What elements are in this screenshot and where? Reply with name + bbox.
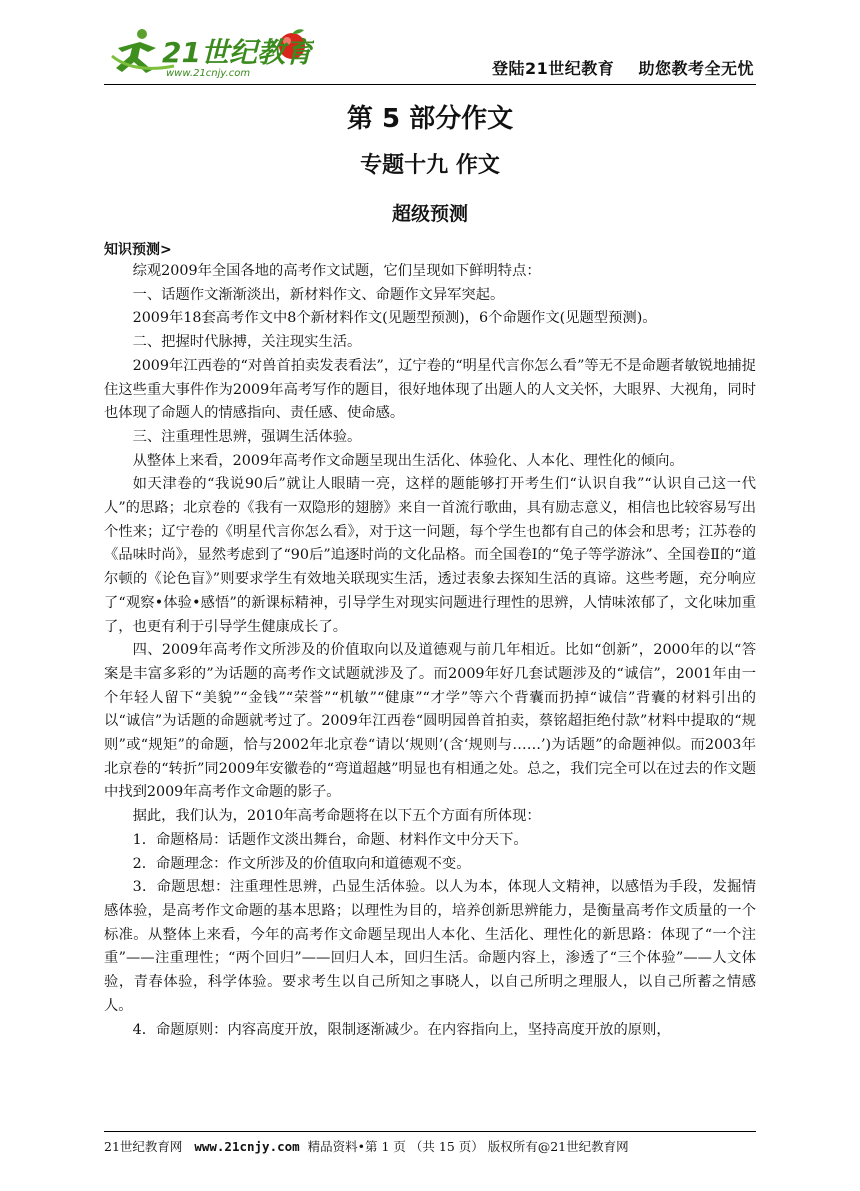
paragraph: 二、把握时代脉搏，关注现实生活。 [132, 334, 362, 351]
paragraph: 2．命题理念：作文所涉及的价值取向和道德观不变。 [132, 855, 471, 872]
paragraph: 2009年江西卷的“对兽首拍卖发表看法”，辽宁卷的“明星代言你怎么看”等无不是命题者敏锐地捕捉住这些重大事件作为2009年高考写作的题目，很好地体现了出题人的人文关怀，大眼界、大视角，同时也体现了命题人的情感指向、责任感、使命感。 [104, 357, 756, 422]
paragraph: 三、注重理性思辨，强调生活体验。 [132, 428, 362, 445]
paragraph: 如天津卷的“我说90后”就让人眼睛一亮，这样的题能够打开考生们“认识自我”“认识自己这一代人”的思路；北京卷的《我有一双隐形的翅膀》来自一首流行歌曲，具有励志意义，相信也比较容易写出个性来；辽宁卷的《明星代言你怎么看》，对于这一问题，每个学生也都有自己的体会和思考；江苏卷的《品味时尚》，显然考虑到了“90后”追逐时尚的文化品格。而全国卷Ⅰ的“兔子等学游泳”、全国卷Ⅱ的“道尔顿的《论色盲》”则要求学生有效地关联现实生活，透过表象去探知生活的真谛。这些考题，充分响应了“观察•体验•感悟”的新课标精神，引导学生对现实问题进行理性的思辨，人情味浓郁了，文化味加重了，也更有利于引导学生健康成长了。 [104, 476, 756, 635]
section-label: 知识预测> [104, 242, 172, 258]
part-title: 第 5 部分作文 [346, 104, 514, 134]
header-divider [104, 84, 756, 85]
paragraph: 1．命题格局：话题作文淡出舞台，命题、材料作文中分天下。 [132, 831, 528, 848]
logo-21cnjy [104, 26, 314, 80]
paragraph: 综观2009年全国各地的高考作文试题，它们呈现如下鲜明特点： [132, 263, 541, 279]
svg-text:www.21cnjy.com: www.21cnjy.com [166, 68, 251, 79]
paragraph: 从整体上来看，2009年高考作文命题呈现出生活化、体验化、人本化、理性化的倾向。 [132, 452, 684, 469]
svg-text:21世纪教育: 21世纪教育 [162, 36, 313, 69]
footer-divider [104, 1131, 756, 1132]
page-footer [104, 1137, 756, 1155]
paragraph: 据此，我们认为，2010年高考命题将在以下五个方面有所体现： [132, 808, 541, 825]
paragraph: 一、话题作文渐渐淡出，新材料作文、命题作文异军突起。 [132, 286, 505, 303]
topic-title: 专题十九 作文 [360, 153, 500, 178]
header-slogan: 登陆21世纪教育 助您教考全无忧 [491, 59, 754, 78]
footer-url[interactable]: www.21cnjy.com [194, 1139, 300, 1154]
paragraph: 4．命题原则：内容高度开放，限制逐渐减少。在内容指向上，坚持高度开放的原则， [132, 1021, 671, 1038]
paragraph: 3．命题思想：注重理性思辨，凸显生活体验。以人为本，体现人文精神，以感悟为手段，发掘情感体验，是高考作文命题的基本思路；以理性为目的，培养创新思辨能力，是衡量高考作文质量的一个标准。从整体上来看，今年的高考作文命题呈现出人本化、生活化、理性化的新思路：体现了“一个注重”——注重理性；“两个回归”——回归人本，回归生活。命题内容上，渗透了“三个体验”——人文体验，青春体验，科学体验。要求考生以自己所知之事晓人，以自己所明之理服人，以自己所蓄之情感人。 [104, 879, 756, 1014]
footer-site: 21世纪教育网 [104, 1139, 183, 1154]
footer-info: 精品资料•第 1 页 （共 15 页） 版权所有@21世纪教育网 [307, 1139, 629, 1154]
paragraph: 2009年18套高考作文中8个新材料作文(见题型预测)，6个命题作文(见题型预测)。 [132, 310, 657, 327]
paragraph: 四、2009年高考作文所涉及的价值取向以及道德观与前几年相近。比如“创新”，2000年的以“答案是丰富多彩的”为话题的高考作文试题就涉及了。而2009年好几套试题涉及的“诚信”，2001年由一个年轻人留下“美貌”“金钱”“荣誉”“机敏”“健康”“才学”等六个背囊而扔掉“诚信”背囊的材料引出的以“诚信”为话题的命题就考过了。2009年江西卷“圆明园兽首拍卖，蔡铭超拒绝付款”材料中提取的“规则”或“规矩”的命题，恰与2002年北京卷“请以‘规则’(含‘规则与……’)为话题”的命题神似。而2003年北京卷的“转折”同2009年安徽卷的“弯道超越”明显也有相通之处。总之，我们完全可以在过去的作文题中找到2009年高考作文命题的影子。 [104, 642, 756, 801]
page-header [104, 26, 756, 84]
sub-title: 超级预测 [391, 203, 468, 225]
body-text [104, 260, 756, 1042]
